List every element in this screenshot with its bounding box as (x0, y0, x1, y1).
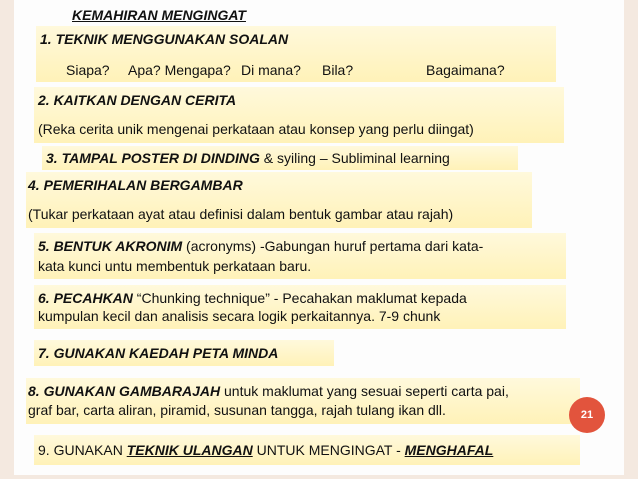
item-9-emph: TEKNIK ULANGAN (126, 442, 253, 458)
item-3-rest: & syiling – Subliminal learning (259, 150, 450, 166)
item-1-question-2: Apa? Mengapa? (128, 62, 231, 78)
item-9-middle: UNTUK MENGINGAT - (252, 442, 405, 458)
item-7-title: 7. GUNAKAN KAEDAH PETA MINDA (38, 345, 279, 361)
item-5-line-1 (38, 237, 483, 255)
item-5-title: 5. BENTUK AKRONIM (38, 238, 183, 254)
item-6-title: 6. PECAHKAN (38, 290, 133, 306)
item-5-line-2: kata kunci untu membentuk perkataan baru. (38, 258, 312, 274)
item-1-question-5: Bagaimana? (426, 62, 505, 78)
item-6-line-2: kumpulan kecil dan analisis secara logik perkaitannya. 7-9 chunk (38, 308, 441, 324)
item-8-title: 8. GUNAKAN GAMBARAJAH (28, 383, 221, 399)
item-4-detail: (Tukar perkataan ayat atau definisi dalam bentuk gambar atau rajah) (28, 206, 454, 222)
page-number-badge: 21 (569, 397, 605, 433)
slide-heading: KEMAHIRAN MENGINGAT (72, 7, 246, 23)
item-8-line-1 (28, 382, 509, 400)
item-3-text (46, 149, 450, 167)
item-9-emph2: MENGHAFAL (404, 442, 494, 458)
item-1-title: 1. TEKNIK MENGGUNAKAN SOALAN (40, 31, 289, 47)
item-8-rest: untuk maklumat yang sesuai seperti carta pai, (220, 383, 509, 399)
item-9-prefix: 9. GUNAKAN (38, 442, 127, 458)
item-4-title: 4. PEMERIHALAN BERGAMBAR (28, 177, 243, 193)
item-3-title: 3. TAMPAL POSTER DI DINDING (46, 150, 260, 166)
item-1-question-3: Di mana? (241, 62, 301, 78)
item-2-detail: (Reka cerita unik mengenai perkataan atau konsep yang perlu diingat) (38, 121, 474, 137)
item-6-line-1 (38, 289, 467, 307)
item-6-rest: “Chunking technique” - Pecahakan maklumat kepada (132, 290, 467, 306)
item-8-line-2: graf bar, carta aliran, piramid, susunan tangga, rajah tulang ikan dll. (28, 402, 446, 418)
item-2-title: 2. KAITKAN DENGAN CERITA (38, 92, 237, 108)
item-1-question-1: Siapa? (66, 62, 110, 78)
item-1-question-4: Bila? (322, 62, 354, 78)
item-9-text (38, 441, 493, 459)
item-5-rest: (acronyms) -Gabungan huruf pertama dari kata- (182, 238, 484, 254)
